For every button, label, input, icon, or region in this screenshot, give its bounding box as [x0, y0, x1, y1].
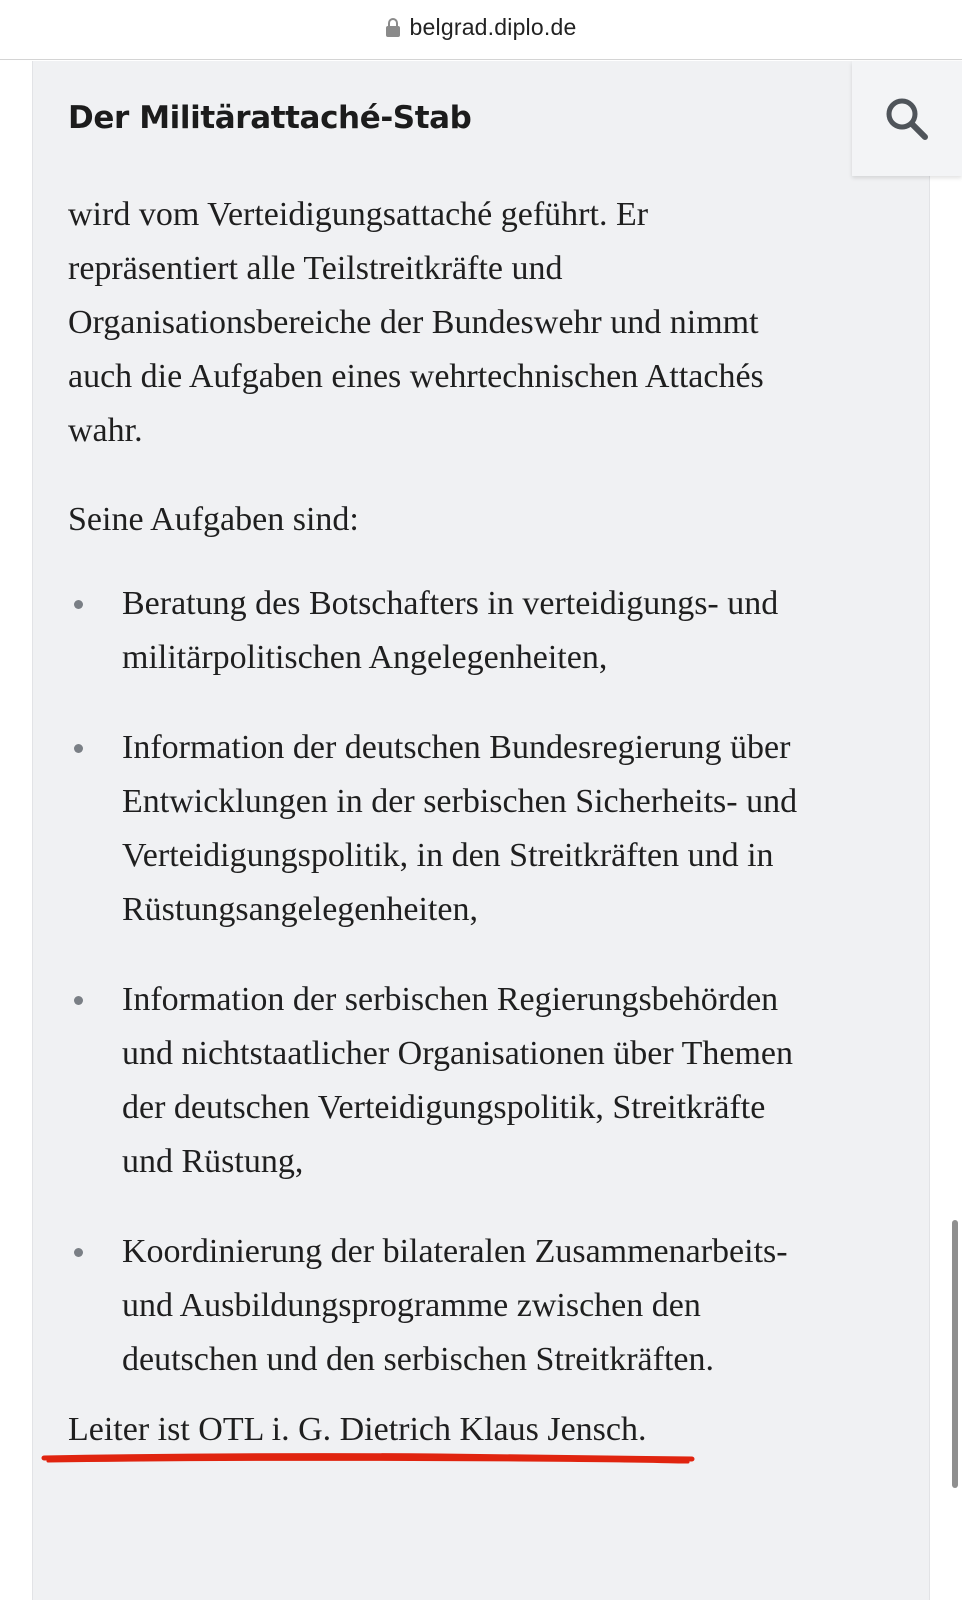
tasks-list: [68, 577, 908, 1423]
url-display[interactable]: [386, 14, 577, 41]
list-item-line: Information der deutschen Bundesregierung über: [122, 729, 791, 766]
intro-paragraph: [68, 188, 898, 458]
list-item-line: Entwicklungen in der serbischen Sicherheits- und: [122, 783, 798, 820]
url-text: belgrad.diplo.de: [409, 14, 577, 40]
search-icon: [883, 95, 931, 143]
list-item-line: und Rüstung,: [122, 1143, 304, 1180]
list-item-line: Rüstungsangelegenheiten,: [122, 891, 478, 928]
list-item: [68, 577, 908, 685]
list-item-line: und nichtstaatlicher Organisationen über Themen: [122, 1035, 793, 1072]
intro-line: wahr.: [68, 412, 143, 449]
bullet-icon: [74, 996, 83, 1005]
list-item: [68, 973, 908, 1189]
bullet-icon: [74, 600, 83, 609]
list-item-line: Beratung des Botschafters in verteidigungs- und: [122, 585, 779, 622]
list-item-line: militärpolitischen Angelegenheiten,: [122, 639, 608, 676]
lock-icon: [386, 18, 400, 37]
red-underline-annotation: [40, 1446, 700, 1470]
list-item-line: Information der serbischen Regierungsbehörden: [122, 981, 779, 1018]
intro-line: repräsentiert alle Teilstreitkräfte und: [68, 250, 563, 287]
browser-url-bar[interactable]: [0, 0, 962, 60]
intro-line: Organisationsbereiche der Bundeswehr und nimmt: [68, 304, 759, 341]
bullet-icon: [74, 744, 83, 753]
list-item: [68, 721, 908, 937]
intro-line: auch die Aufgaben eines wehrtechnischen Attachés: [68, 358, 764, 395]
list-item-line: Verteidigungspolitik, in den Streitkräften und in: [122, 837, 774, 874]
list-item-line: der deutschen Verteidigungspolitik, Streitkräfte: [122, 1089, 766, 1126]
list-item-line: Koordinierung der bilateralen Zusammenarbeits-: [122, 1233, 788, 1270]
search-button[interactable]: [852, 61, 962, 176]
section-heading: Der Militärattaché-Stab: [68, 100, 472, 136]
leader-statement: Leiter ist OTL i. G. Dietrich Klaus Jensch.: [68, 1411, 647, 1448]
tasks-intro: Seine Aufgaben sind:: [68, 501, 359, 538]
list-item-line: deutschen und den serbischen Streitkräften.: [122, 1341, 714, 1378]
bullet-icon: [74, 1248, 83, 1257]
intro-line: wird vom Verteidigungsattaché geführt. Er: [68, 196, 649, 233]
list-item: [68, 1225, 908, 1387]
list-item-line: und Ausbildungsprogramme zwischen den: [122, 1287, 701, 1324]
scrollbar[interactable]: [952, 1220, 958, 1488]
